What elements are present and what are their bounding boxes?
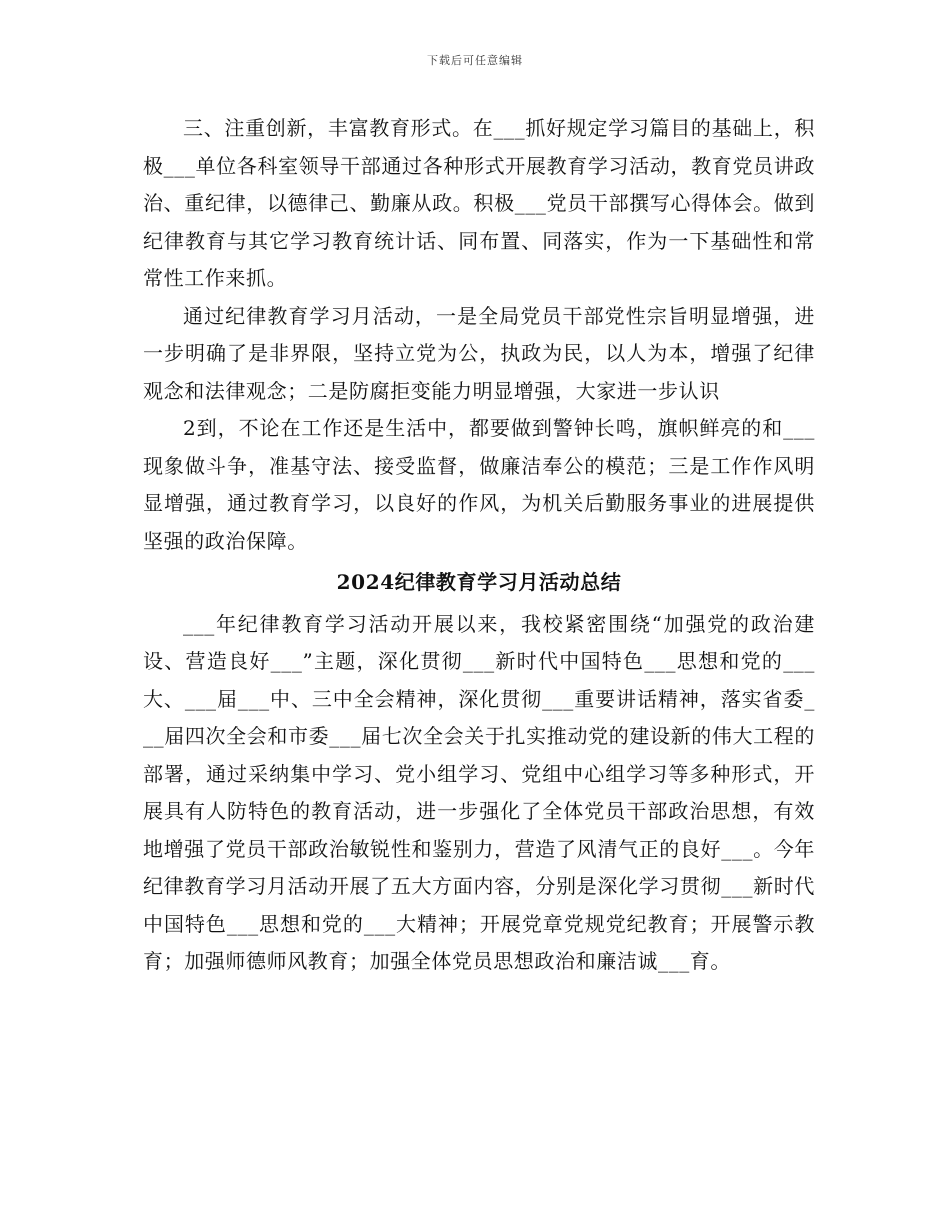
page-header-note: 下载后可任意编辑 (427, 54, 523, 67)
paragraph-innovation: 三、注重创新，丰富教育形式。在___抓好规定学习篇目的基础上，积极___单位各科室领导干部通过各种形式开展教育学习活动，教育党员讲政治、重纪律，以德律己、勤廉从政。积极___党员干部撰写心得体会。做到纪律教育与其它学习教育统计话、同布置、同落实，作为一下基础性和常常性工作来抓。 (143, 116, 815, 290)
paragraph-results: 通过纪律教育学习月活动，一是全局党员干部党性宗旨明显增强，进一步明确了是非界限，坚持立党为公，执政为民，以人为本，增强了纪律观念和法律观念；二是防腐拒变能力明显增强，大家进一步认识 (143, 303, 815, 403)
document-body (143, 110, 815, 981)
paragraph-summary: ___年纪律教育学习活动开展以来，我校紧密围绕“加强党的政治建设、营造良好___”主题，深化贯彻___新时代中国特色___思想和党的___大、___届___中、三中全会精神，深化贯彻___重要讲话精神，落实省委___届四次全会和市委___届七次全会关于扎实推动党的建设新的伟大工程的部署，通过采纳集中学习、党小组学习、党组中心组学习等多种形式，开展具有人防特色的教育活动，进一步强化了全体党员干部政治思想，有效地增强了党员干部政治敏锐性和鉴别力，营造了风清气正的良好___。今年纪律教育学习月活动开展了五大方面内容，分别是深化学习贯彻___新时代中国特色___思想和党的___大精神；开展党章党规党纪教育；开展警示教育；加强师德师风教育；加强全体党员思想政治和廉洁诚___育。 (143, 611, 815, 973)
section-title: 2024纪律教育学习月活动总结 (336, 570, 622, 594)
paragraph-results-continued: 2到，不论在工作还是生活中，都要做到警钟长鸣，旗帜鲜亮的和___现象做斗争，准基守法、接受监督，做廉洁奉公的模范；三是工作作风明显增强，通过教育学习，以良好的作风，为机关后勤服务事业的进展提供坚强的政治保障。 (143, 416, 815, 553)
